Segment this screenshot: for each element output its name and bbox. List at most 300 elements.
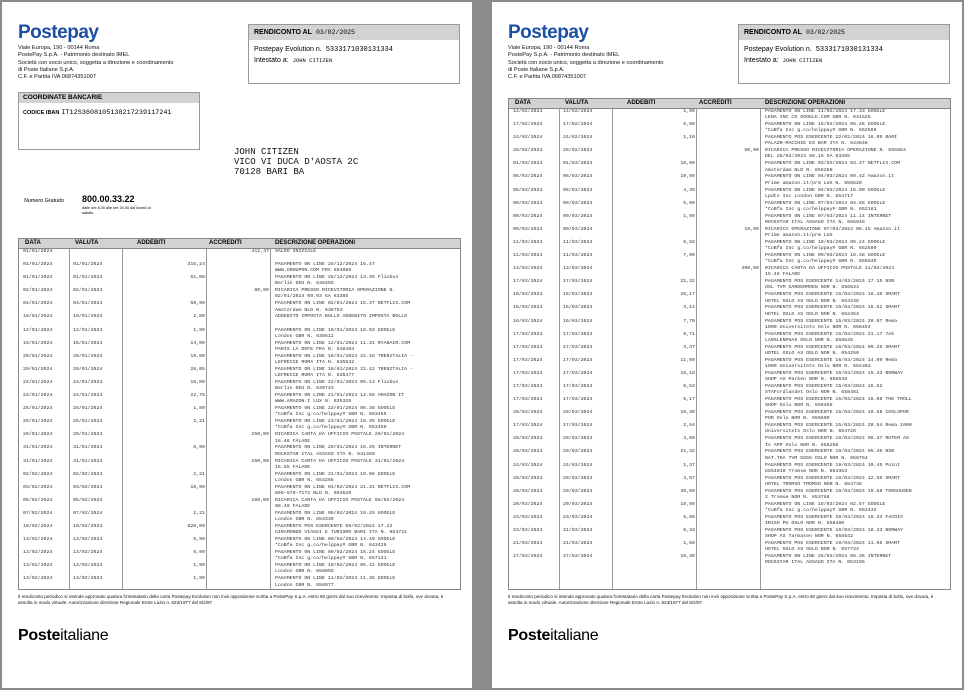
column-header: ADDEBITI xyxy=(627,100,656,106)
table-row xyxy=(509,227,950,240)
cell-desc: PAGAMENTO ON LINE 23/01/2024 06.38 GOOGLE *CoBfa Inc g.co/helppay# GBR N. 653455 xyxy=(275,406,396,418)
cell-desc: PAGAMENTO ON LINE 31/01/2024 19.08 GOOGLE London GBR N. 654265 xyxy=(275,471,396,483)
column-header: ADDEBITI xyxy=(137,240,166,246)
cell-valuta: 13/02/2024 xyxy=(73,576,103,582)
table-row xyxy=(509,528,950,541)
table-row xyxy=(509,109,950,122)
table-row xyxy=(19,393,460,406)
cell-addebiti: 28,05 xyxy=(190,366,205,372)
table-row xyxy=(509,476,950,489)
cell-accrediti: 19,99 xyxy=(744,226,759,232)
cell-valuta: 20/01/2024 xyxy=(73,366,103,372)
column-header: DATA xyxy=(25,240,41,246)
postepay-logo: Postepay xyxy=(18,22,99,43)
table-row xyxy=(19,419,460,432)
cell-data: 01/01/2024 xyxy=(23,262,53,268)
cell-data: 01/01/2024 xyxy=(23,249,53,254)
cell-desc: PAGAMENTO ON LINE 18/01/2024 22.42 TRENITALIA - LEFRECCE ROMA ITA N. 635477 xyxy=(275,366,413,379)
free-number-label: Numero Gratuito xyxy=(24,198,64,204)
cell-desc: PAGAMENTO POS ESERCENTE 19/03/2024 11.06 SMART HOTEL OSLO AS OSLO NOR N. 657734 xyxy=(765,541,901,553)
text-line: PostePay S.p.A. - Patrimonio destinato IMEL xyxy=(18,52,130,59)
cell-desc: RICARICA PRESSO RICEVITORIA OPERAZIONE N. 02/01/2024 09.03 GA 63385 xyxy=(275,288,396,300)
cell-data: 13/03/2024 xyxy=(513,266,543,272)
table-row xyxy=(19,380,460,393)
cell-valuta: 17/03/2024 xyxy=(563,423,593,429)
cell-valuta: 16/01/2024 xyxy=(73,340,103,346)
cell-addebiti: 51,08 xyxy=(190,275,205,281)
cell-desc: PAGAMENTO POS ESERCENTE 16/03/2024 14.09 Rema 1000 Universitets Oslo NOR N. 654362 xyxy=(765,357,898,369)
cell-valuta: 17/03/2024 xyxy=(563,357,593,363)
cell-valuta: 10/01/2024 xyxy=(73,314,103,320)
table-row xyxy=(509,463,950,476)
column-header: VALUTA xyxy=(75,240,99,246)
cell-data: 27/03/2024 xyxy=(513,554,543,560)
cell-data: 20/01/2024 xyxy=(23,366,53,372)
cell-valuta: 16/03/2024 xyxy=(563,318,593,324)
statement-box xyxy=(248,24,460,84)
cell-data: 16/03/2024 xyxy=(513,318,543,324)
cell-valuta: 06/03/2024 xyxy=(563,174,593,180)
cell-desc: PAGAMENTO POS ESERCENTE 19/03/2024 18.33 NORWAY SHOP AS Tarmasen NOR N. 658542 xyxy=(765,528,903,540)
cell-data: 16/03/2024 xyxy=(513,305,543,311)
cell-data: 24/02/2024 xyxy=(513,135,543,141)
cell-desc: PAGAMENTO ON LINE 28/12/2024 13.36 Flixbus Berlin DEU N. 638455 xyxy=(275,275,399,287)
table-row xyxy=(19,262,460,275)
table-header xyxy=(19,239,460,249)
table-header xyxy=(509,99,950,109)
cell-valuta: 01/01/2024 xyxy=(73,262,103,268)
cell-data: 13/02/2024 xyxy=(23,563,53,569)
holder-line: Intestato a: JOHN CITIZEN xyxy=(744,57,823,64)
table-row xyxy=(509,188,950,201)
cell-desc: PAGAMENTO ON LINE 11/02/2024 17.33 GOOGLE LENA INC CO GOOGLE.COM GBR N. 641525 xyxy=(765,109,886,121)
cell-addebiti: 2,21 xyxy=(193,471,205,477)
table-row xyxy=(509,305,950,318)
cell-data: 21/03/2024 xyxy=(513,541,543,547)
cell-data: 11/03/2024 xyxy=(513,253,543,259)
cell-valuta: 13/02/2024 xyxy=(73,550,103,556)
column-header: DESCRIZIONE OPERAZIONI xyxy=(275,240,356,246)
cell-desc: PAGAMENTO ON LINE 23/01/2024 18.35 GOOGLE *CoBfa Inc g.co/helppay# GBR N. 653459 xyxy=(275,419,396,431)
table-row xyxy=(509,266,950,279)
cell-desc: PAGAMENTO ON LINE 12/01/2024 11.31 RYANAIR.COM PARIS LA DEFE FRA N. 638464 xyxy=(275,340,411,352)
cell-data: 20/03/2024 xyxy=(513,488,543,494)
cell-data: 14/02/2024 xyxy=(513,109,543,114)
cell-valuta: 12/01/2024 xyxy=(73,327,103,333)
cell-data: 13/02/2024 xyxy=(23,537,53,543)
iban-line: CODICE IBAN IT12S3608105138217239117241 xyxy=(23,109,172,117)
cell-desc: PAGAMENTO POS ESERCENTE 15/03/2024 20.54 Rema 1000 Universitets Oslo NOR N. 654726 xyxy=(765,423,912,435)
table-row xyxy=(19,445,460,458)
cell-valuta: 25/01/2024 xyxy=(73,406,103,412)
cell-valuta: 05/02/2024 xyxy=(73,497,103,503)
table-row xyxy=(19,485,460,498)
cell-addebiti: 6,99 xyxy=(193,445,205,451)
cell-valuta: 10/02/2024 xyxy=(73,523,103,529)
cell-addebiti: 4,39 xyxy=(683,187,695,193)
table-row xyxy=(509,161,950,174)
table-row xyxy=(509,449,950,462)
cell-desc: PAGAMENTO POS ESERCENTE 15/03/2024 15.52 STAFordlandet Oslo NOR N. 658481 xyxy=(765,383,883,396)
table-row xyxy=(19,472,460,485)
cell-addebiti: 7,70 xyxy=(683,318,695,324)
cell-valuta: 20/01/2024 xyxy=(73,353,103,359)
cell-data: 06/03/2024 xyxy=(513,174,543,180)
cell-valuta: 31/01/2024 xyxy=(73,445,103,451)
column-header: DATA xyxy=(515,100,531,106)
cell-addebiti: 1,10 xyxy=(683,135,695,141)
table-row xyxy=(509,502,950,515)
cell-valuta: 24/01/2024 xyxy=(73,393,103,399)
cell-valuta: 13/02/2024 xyxy=(73,563,103,569)
cell-desc: PAGAMENTO ON LINE 25/03/2024 08.35 INTERNET ROCKSTAR ITAL ASSAGO ITA N. 653196 xyxy=(765,554,892,566)
cell-data: 20/03/2024 xyxy=(513,475,543,481)
cell-valuta: 11/03/2024 xyxy=(563,253,593,259)
cell-data: 20/01/2024 xyxy=(23,353,53,359)
cell-valuta: 24/02/2024 xyxy=(563,135,593,141)
cell-addebiti: 16,18 xyxy=(680,370,695,376)
cell-data: 13/02/2024 xyxy=(23,576,53,582)
cell-data: 03/02/2024 xyxy=(23,484,53,490)
cell-data: 16/01/2024 xyxy=(23,340,53,346)
table-row xyxy=(509,541,950,554)
card-number-line: Postepay Evolution n. 5333171030131334 xyxy=(254,46,393,54)
cell-addebiti: 19,00 xyxy=(190,353,205,359)
cell-desc: PAGAMENTO ON LINE 02/01/2024 15.37 NETFLIX.COM Amsterdam NLD N. 638753 xyxy=(275,301,411,313)
card-number-line: Postepay Evolution n. 5333171030131334 xyxy=(744,46,883,54)
cell-desc: PAGAMENTO ON LINE 07/03/2024 04.58 GOOGLE *CoBfa Inc g.co/helppay# GBR N. 652181 xyxy=(765,200,886,212)
bank-details-title: COORDINATE BANCARIE xyxy=(19,93,199,103)
text-line: JOHN CITIZEN xyxy=(234,147,299,157)
cell-desc: RICARICA CARTA DA UFFICIO POSTALE 05/02/2024 08.48 FALADE xyxy=(275,497,405,509)
cell-desc: PAGAMENTO ON LINE 09/02/2024 14.49 GOOGLE *CoBfa Inc g.co/helppay# GBR N. 643429 xyxy=(275,537,396,549)
cell-data: 17/03/2024 xyxy=(513,370,543,376)
cell-desc: RICARICA PRESSO RICEVITORIA OPERAZIONE N. 655864 DEL 28/02/2024 08.16 GA 63385 xyxy=(765,148,906,160)
statement-box xyxy=(738,24,950,84)
cell-desc: PAGAMENTO POS ESERCENTE 14/03/2024 17.15 NSB OSL TVM GARDERMOEN NOR N. 656633 xyxy=(765,279,895,291)
cell-data: 10/02/2024 xyxy=(23,523,53,529)
table-row xyxy=(509,489,950,502)
cell-addebiti: 1,89 xyxy=(193,406,205,412)
cell-addebiti: 1,99 xyxy=(683,213,695,219)
cell-valuta: 31/01/2024 xyxy=(73,458,103,464)
poste-italiane-logo: Posteitaliane xyxy=(18,627,109,644)
table-row xyxy=(19,249,460,262)
column-header: ACCREDITI xyxy=(699,100,732,106)
cell-addebiti: 18,99 xyxy=(680,161,695,167)
text-line: 70128 BARI BA xyxy=(234,167,305,177)
transactions-table xyxy=(18,238,461,590)
cell-addebiti: 14,00 xyxy=(190,340,205,346)
cell-data: 16/03/2024 xyxy=(513,292,543,298)
poste-italiane-logo: Posteitaliane xyxy=(508,627,599,644)
cell-desc: PAGAMENTO POS ESERCENTE 18/03/2024 19.58 TORGHUSEN 2 Tromsø NOR N. 653788 xyxy=(765,488,912,500)
cell-desc: PAGAMENTO ON LINE 18/01/2024 22.16 TRENITALIA - LEFRECCE ROMA ITA N. 635532 xyxy=(275,353,413,365)
cell-valuta: 04/01/2024 xyxy=(73,301,103,307)
table-row xyxy=(509,515,950,528)
cell-desc: PAGAMENTO ON LINE 09/03/2024 18.48 GOOGLE *CoBfa Inc g.co/helppay# GBR N. 656635 xyxy=(765,253,886,265)
cell-accrediti: 400,00 xyxy=(741,266,759,272)
table-row xyxy=(509,332,950,345)
cell-valuta: 21/03/2024 xyxy=(563,528,593,533)
cell-valuta: 28/02/2024 xyxy=(563,148,593,154)
cell-valuta: 06/03/2024 xyxy=(563,187,593,193)
cell-data: 31/01/2024 xyxy=(23,445,53,451)
table-row xyxy=(509,148,950,161)
table-row xyxy=(509,292,950,305)
table-row xyxy=(19,341,460,354)
table-row xyxy=(19,367,460,380)
text-line: VICO VI DUCA D'AOSTA 2C xyxy=(234,157,359,167)
cell-desc: RICARICA CARTA DA UFFICIO POSTALE 29/01/2024 16.46 FALADE xyxy=(275,432,405,444)
table-row xyxy=(509,122,950,135)
cell-valuta: 09/03/2024 xyxy=(563,200,593,206)
cell-data: 17/03/2024 xyxy=(513,397,543,403)
cell-addebiti: 21,32 xyxy=(680,279,695,285)
table-row xyxy=(19,563,460,576)
cell-valuta: 17/03/2024 xyxy=(563,279,593,285)
column-header: DESCRIZIONE OPERAZIONI xyxy=(765,100,846,106)
cell-valuta: 09/03/2024 xyxy=(563,226,593,232)
transactions-table xyxy=(508,98,951,590)
cell-addebiti: 1,99 xyxy=(193,327,205,333)
cell-desc: PAGAMENTO POS ESERCENTE 18/03/2024 12.50 SMART HOTEL TROMSO TROMSO NOR N. 654738 xyxy=(765,475,901,487)
cell-addebiti: 39,60 xyxy=(680,488,695,494)
cell-desc: PAGAMENTO ON LINE 04/03/2024 15.00 GOOGLE Lpdts Inc London GBR N. 654717 xyxy=(765,187,886,199)
cell-data: 24/01/2024 xyxy=(23,379,53,385)
issuer-address xyxy=(18,45,238,81)
column-header: ACCREDITI xyxy=(209,240,242,246)
cell-addebiti: 6,34 xyxy=(683,528,695,533)
cell-valuta: 20/03/2024 xyxy=(563,501,593,507)
cell-addebiti: 5,86 xyxy=(683,514,695,520)
table-row xyxy=(19,524,460,537)
cell-addebiti: 3,57 xyxy=(683,475,695,481)
cell-valuta: 07/02/2024 xyxy=(73,510,103,516)
cell-valuta: 09/03/2024 xyxy=(563,213,593,219)
cell-addebiti: 5,99 xyxy=(683,122,695,128)
cell-addebiti: 19,30 xyxy=(680,410,695,416)
cell-addebiti: 11,09 xyxy=(680,357,695,363)
cell-addebiti: 1,99 xyxy=(193,576,205,582)
cell-data: 06/03/2024 xyxy=(513,187,543,193)
table-row xyxy=(509,253,950,266)
cell-accrediti: 50,00 xyxy=(744,148,759,154)
cell-accrediti: 250,00 xyxy=(251,432,269,438)
table-row xyxy=(19,328,460,341)
cell-accrediti: 160,00 xyxy=(251,497,269,503)
holder-line: Intestato a: JOHN CITIZEN xyxy=(254,57,333,64)
cell-desc: PAGAMENTO ON LINE 10/01/2024 18.03 GOOGLE London GBR N. 638512 xyxy=(275,327,396,339)
cell-addebiti: 19,99 xyxy=(680,174,695,180)
cell-data: 05/02/2024 xyxy=(23,497,53,503)
table-row xyxy=(509,240,950,253)
cell-desc: RICARICA CARTA DA UFFICIO POSTALE 11/03/2024 15.48 FALADE xyxy=(765,266,895,278)
table-row xyxy=(19,459,460,472)
cell-addebiti: 19,30 xyxy=(680,554,695,560)
cell-valuta: 20/03/2024 xyxy=(563,475,593,481)
cell-addebiti: 2,64 xyxy=(683,423,695,429)
cell-desc: PAGAMENTO ON LINE 22/01/2024 09.13 Flixbus Berlin DEU N. 638743 xyxy=(275,379,399,392)
cell-desc: PAGAMENTO ON LINE 21/01/2024 12.58 AMAZON IT WWW.AMAZON.I LUX N. 635325 xyxy=(275,393,405,405)
cell-desc: PAGAMENTO POS ESERCENTE 15/03/2024 21.17 7ek LARSLENPHAS OSLO NOR N. 658548 xyxy=(765,331,895,343)
cell-valuta: 17/03/2024 xyxy=(563,370,593,376)
cell-desc: PAGAMENTO POS ESERCENTE 15/03/2024 20.07 Rema 1000 Universitets Oslo NOR N. 658454 xyxy=(765,318,898,330)
cell-addebiti: 3,14 xyxy=(683,305,695,311)
table-row xyxy=(19,537,460,550)
cell-valuta: 17/03/2024 xyxy=(563,344,593,350)
recipient-address xyxy=(234,147,358,177)
cell-valuta: 21/03/2024 xyxy=(563,541,593,547)
cell-desc: PAGAMENTO ON LINE 15/02/2024 05.46 GOOGLE *CoBfa Inc g.co/helppay# GBR N. 652566 xyxy=(765,122,886,134)
cell-desc: PAGAMENTO POS ESERCENTE 15/03/2024 16.08 THE TROLL SHOP Oslo NOR N. 658458 xyxy=(765,397,912,409)
table-row xyxy=(509,201,950,214)
free-number: 800.00.33.22 xyxy=(82,194,135,204)
cell-data: 17/03/2024 xyxy=(513,423,543,429)
cell-desc: PAGAMENTO ON LINE 28/12/2024 15.47 WWW.GROUPON.COM FRA 654085 xyxy=(275,262,375,274)
text-line: Viale Europa, 190 - 00144 Roma xyxy=(508,45,590,51)
table-row xyxy=(509,174,950,187)
cell-desc: PAGAMENTO POS ESERCENTE 18/03/2024 05.46 NSB NAT.TKA TVM GS55 OSLO NOR N. 658754 xyxy=(765,449,895,461)
cell-desc: RICARICA CARTA DA UFFICIO POSTALE 31/01/2024 16.55 FALADE xyxy=(275,458,405,470)
cell-valuta: 23/03/2024 xyxy=(563,514,593,520)
statement-header: RENDICONTO AL 03/02/2025 xyxy=(739,25,949,40)
table-row xyxy=(19,576,460,589)
cell-valuta: 02/01/2024 xyxy=(73,288,103,294)
cell-addebiti: 1,99 xyxy=(683,109,695,114)
cell-valuta: 17/02/2024 xyxy=(563,122,593,128)
cell-desc: PAGAMENTO POS ESERCENTE 15/03/2024 15.43 NORWAY SHOP AS Parken NOR N. 658538 xyxy=(765,370,903,383)
table-row xyxy=(509,214,950,227)
table-row xyxy=(19,354,460,367)
cell-data: 09/03/2024 xyxy=(513,200,543,206)
table-row xyxy=(19,550,460,563)
table-row xyxy=(19,432,460,445)
cell-addebiti: 18,99 xyxy=(190,484,205,490)
cell-data: 01/03/2024 xyxy=(513,161,543,167)
cell-desc: PAGAMENTO POS ESERCENTE 15/03/2024 18.52 SMART HOTEL OSLO AS OSLO NOR N. 652453 xyxy=(765,305,901,317)
cell-data: 09/03/2024 xyxy=(513,226,543,232)
bank-details-box xyxy=(18,92,200,150)
table-row xyxy=(509,397,950,410)
text-line: C.F. e Partita IVA 06874351007 xyxy=(508,74,586,81)
table-row xyxy=(509,554,950,567)
table-row xyxy=(509,384,950,397)
cell-data: 17/03/2024 xyxy=(513,383,543,389)
cell-desc: PAGAMENTO ON LINE 04/03/2024 09.42 Amazon.it Prime amazon.it/prm LUX N. 655528 xyxy=(765,174,895,186)
cell-valuta: 25/01/2024 xyxy=(73,419,103,425)
table-row xyxy=(509,371,950,384)
footer-note: Il rendiconto periodico si intende approvato qualora l'intestatario della carta Postepay Evolution non invii opposizione scritta a PostePay S.p.A. entro 60 giorni dal suo ricevimento. Imposta di bollo, ove dovuta, è assolta in modo virtuale. Autorizzazione direzione Regionale Entre Lazio n. 623/1977 del 8/2/97 xyxy=(18,594,444,605)
table-row xyxy=(509,436,950,449)
cell-data: 17/03/2024 xyxy=(513,357,543,363)
table-row xyxy=(19,498,460,511)
cell-data: 20/03/2024 xyxy=(513,449,543,455)
cell-desc: ADDEBITO IMPOSTA BOLLO ADDEBITO IMPOSTA BOLLO xyxy=(275,314,408,320)
table-row xyxy=(19,511,460,524)
cell-data: 02/01/2024 xyxy=(23,288,53,294)
cell-valuta: 14/02/2024 xyxy=(563,109,593,114)
text-line: C.F. e Partita IVA 06874351007 xyxy=(18,74,96,81)
cell-data: 13/02/2024 xyxy=(23,550,53,556)
cell-data: 25/01/2024 xyxy=(23,419,53,425)
cell-desc: PAGAMENTO POS ESERCENTE 18/03/2024 05.37 RUTER AS Is APP Oslo NOR N. 658258 xyxy=(765,436,909,448)
cell-valuta: 24/03/2024 xyxy=(563,462,593,468)
cell-valuta: 13/02/2024 xyxy=(73,537,103,543)
cell-data: 04/01/2024 xyxy=(23,301,53,307)
cell-valuta: 20/03/2024 xyxy=(563,410,593,416)
cell-desc: RICARICA OPERAZIONE 07/03/2024 08.15 Amazon.it Prime amazon.it/prm LUX xyxy=(765,226,901,239)
cell-addebiti: 1,37 xyxy=(683,462,695,468)
cell-data: 20/03/2024 xyxy=(513,501,543,507)
cell-addebiti: 1,99 xyxy=(193,563,205,569)
cell-desc: PAGAMENTO POS ESERCENTE 08/02/2024 17.22 GIRAMONDO VIAGGI E TURISMO BARI ITA N. 654721 xyxy=(275,523,408,536)
cell-desc: PAGAMENTO ON LINE 09/02/2024 16.24 GOOGLE *CoBfa Inc g.co/helppay# GBR N. 657131 xyxy=(275,550,396,562)
cell-addebiti: 18,99 xyxy=(680,501,695,507)
cell-valuta: 17/03/2024 xyxy=(563,331,593,337)
cell-addebiti: 5,99 xyxy=(193,537,205,543)
cell-valuta: 01/03/2024 xyxy=(563,161,593,167)
cell-valuta: 24/01/2024 xyxy=(73,379,103,385)
column-header: VALUTA xyxy=(565,100,589,106)
cell-addebiti: 5,99 xyxy=(683,200,695,206)
free-number-hours: dalle ore 8.00 alle ore 20.00 dal lunedì al sabato xyxy=(82,206,151,215)
cell-valuta: 13/03/2024 xyxy=(563,266,593,272)
cell-desc: PAGAMENTO ON LINE 18/03/2024 02.57 GOOGLE *CoBfa Inc g.co/helppay# GBR N. 652432 xyxy=(765,501,886,514)
cell-valuta: 16/03/2024 xyxy=(563,292,593,298)
cell-valuta: 11/03/2024 xyxy=(563,239,593,245)
table-row xyxy=(19,314,460,327)
cell-desc: PAGAMENTO POS ESERCENTE 15/03/2024 18.48 SMART HOTEL OSLO AS OSLO NOR N. 654236 xyxy=(765,292,901,304)
cell-desc: PAGAMENTO POS ESERCENTE 19/03/2024 10.45 Point GS54810 Tromsø NOR N. 654363 xyxy=(765,462,901,474)
cell-addebiti: 2,21 xyxy=(193,419,205,425)
table-row xyxy=(509,135,950,148)
cell-desc: PAGAMENTO POS ESERCENTE 16/03/2024 09.28 SMART HOTEL OSLO AS OSLO NOR N. 654250 xyxy=(765,344,901,356)
cell-addebiti: 21,32 xyxy=(680,449,695,455)
table-row xyxy=(509,319,950,332)
cell-addebiti: 18,00 xyxy=(190,379,205,385)
cell-desc: PAGAMENTO ON LINE 07/03/2024 11.14 INTERNET ROCKSTAR ITAL ASSAGO ITA N. 655948 xyxy=(765,213,892,225)
cell-valuta: 17/03/2024 xyxy=(563,383,593,389)
cell-addebiti: 1,58 xyxy=(683,541,695,547)
cell-valuta: 03/02/2024 xyxy=(73,484,103,490)
postepay-logo: Postepay xyxy=(508,22,589,43)
cell-valuta: 01/01/2024 xyxy=(73,275,103,281)
cell-data: 11/03/2024 xyxy=(513,239,543,245)
cell-data: 02/02/2024 xyxy=(23,471,53,477)
table-row xyxy=(509,279,950,292)
table-row xyxy=(509,423,950,436)
cell-desc: SALDO INIZIALE xyxy=(275,249,317,254)
cell-data: 24/03/2024 xyxy=(513,462,543,468)
cell-valuta: 02/02/2024 xyxy=(73,471,103,477)
cell-desc: PAGAMENTO ON LINE 05/02/2024 19.25 GOOGLE London GBR N. 654339 xyxy=(275,510,396,523)
text-line: Società con socio unico, soggetta a direzione e coordinamento xyxy=(508,59,664,66)
cell-addebiti: 628,00 xyxy=(187,523,205,529)
table-row xyxy=(19,275,460,288)
text-line: PostePay S.p.A. - Patrimonio destinato IMEL xyxy=(508,52,620,59)
cell-valuta: 17/03/2024 xyxy=(563,397,593,403)
cell-data: 01/01/2024 xyxy=(23,275,53,281)
cell-data: 23/03/2024 xyxy=(513,528,543,533)
table-row xyxy=(19,406,460,419)
cell-valuta: 27/03/2024 xyxy=(563,554,593,560)
cell-addebiti: 22,75 xyxy=(190,393,205,399)
table-row xyxy=(509,345,950,358)
cell-addebiti: 7,99 xyxy=(683,253,695,259)
cell-desc: PAGAMENTO ON LINE 11/02/2024 11.36 GOOGLE London GBR N. 658077 xyxy=(275,576,396,588)
cell-addebiti: 3,69 xyxy=(683,436,695,442)
